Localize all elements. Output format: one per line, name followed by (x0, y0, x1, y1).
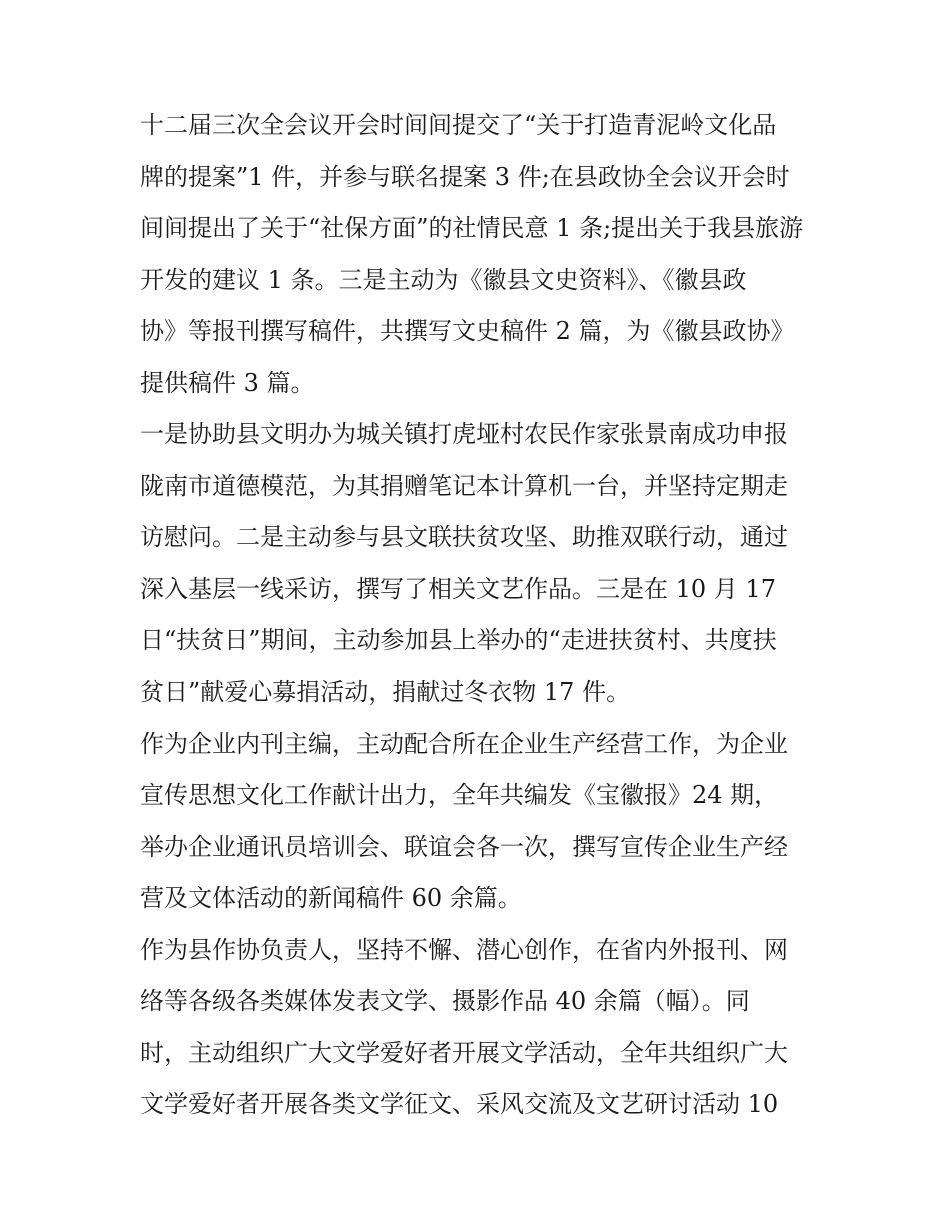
text-line: 时，主动组织广大文学爱好者开展文学活动，全年共组织广大 (140, 1038, 788, 1067)
text-line: 陇南市道德模范，为其捐赠笔记本计算机一台，并坚持定期走 (140, 471, 788, 500)
text-line: 十二届三次全会议开会时间间提交了“关于打造青泥岭文化品 (140, 111, 777, 139)
text-line: 作为县作协负责人，坚持不懈、潜心创作，在省内外报刊、网 (140, 935, 788, 964)
text-line: 间间提出了关于“社保方面”的社情民意 1 条;提出关于我县旅游 (140, 214, 804, 243)
text-line: 宣传思想文化工作献计出力，全年共编发《宝徽报》24 期， (140, 781, 779, 810)
text-line: 举办企业通讯员培训会、联谊会各一次，撰写宣传企业生产经 (140, 832, 788, 861)
text-line: 络等各级各类媒体发表文学、摄影作品 40 余篇（幅）。同 (140, 987, 750, 1016)
text-line: 文学爱好者开展各类文学征文、采风交流及文艺研讨活动 10 (140, 1090, 779, 1119)
text-line: 牌的提案”1 件，并参与联名提案 3 件;在县政协全会议开会时 (140, 162, 790, 191)
text-line: 访慰问。二是主动参与县文联扶贫攻坚、助推双联行动，通过 (140, 523, 788, 552)
text-line: 日“扶贫日”期间，主动参加县上举办的“走进扶贫村、共度扶 (140, 626, 777, 655)
text-line: 协》等报刊撰写稿件，共撰写文史稿件 2 篇，为《徽县政协》 (140, 317, 795, 346)
text-line: 开发的建议 1 条。三是主动为《徽县文史资料》、《徽县政 (140, 265, 747, 294)
text-line: 提供稿件 3 篇。 (140, 368, 315, 397)
document-body (140, 108, 820, 1139)
text-line: 贫日”献爱心募捐活动，捐献过冬衣物 17 件。 (140, 678, 631, 707)
text-line: 营及文体活动的新闻稿件 60 余篇。 (140, 884, 522, 913)
text-line: 深入基层一线采访，撰写了相关文艺作品。三是在 10 月 17 (140, 574, 776, 603)
text-line: 作为企业内刊主编，主动配合所在企业生产经营工作，为企业 (140, 729, 788, 758)
text-line: 一是协助县文明办为城关镇打虎垭村农民作家张景南成功申报 (140, 420, 788, 449)
